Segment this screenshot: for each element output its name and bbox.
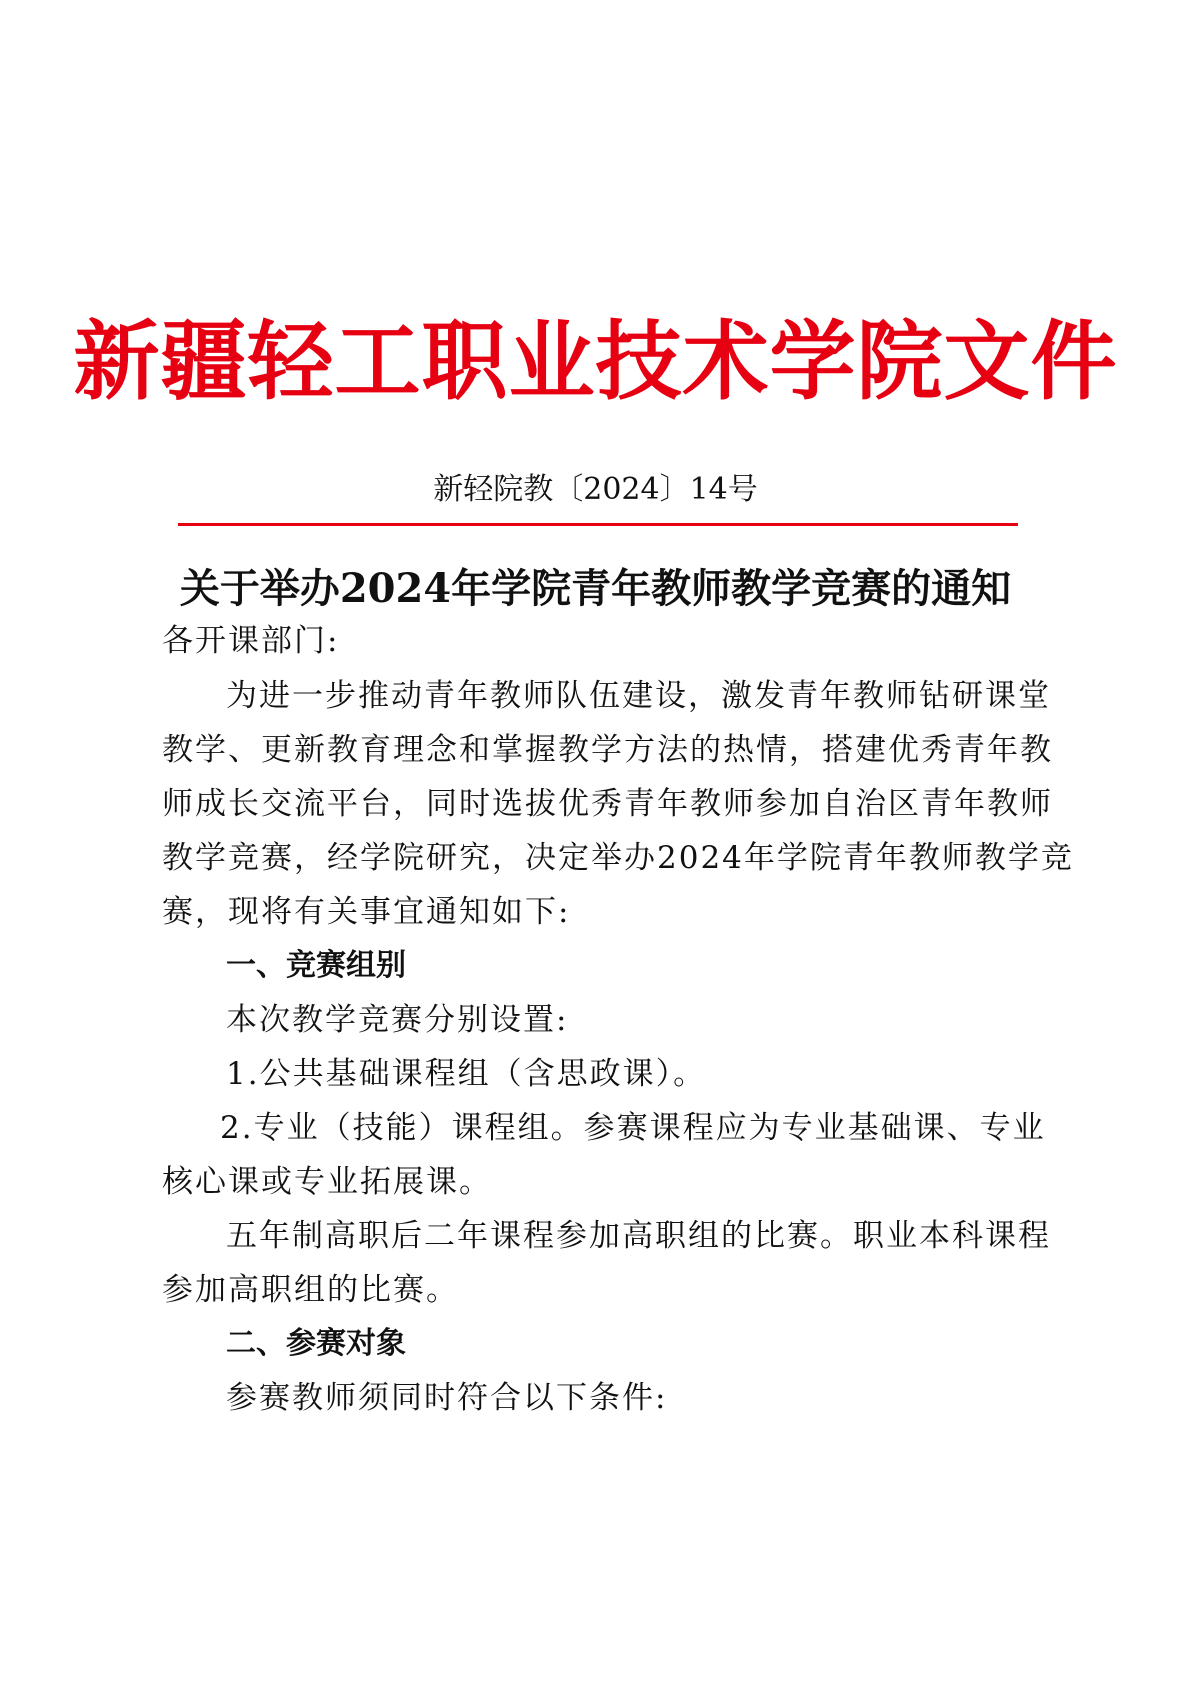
section-2-intro: 参赛教师须同时符合以下条件: <box>226 1380 668 1416</box>
document-number: 新轻院教〔2024〕14号 <box>433 472 758 507</box>
salutation: 各开课部门: <box>162 623 340 659</box>
section-1-heading: 一、竞赛组别 <box>226 948 406 983</box>
red-separator-line <box>178 523 1018 526</box>
section-1-note-line-2: 参加高职组的比赛。 <box>162 1272 459 1308</box>
section-1-intro: 本次教学竞赛分别设置: <box>226 1002 569 1038</box>
intro-line-5: 赛，现将有关事宜通知如下: <box>162 894 571 930</box>
intro-line-1: 为进一步推动青年教师队伍建设，激发青年教师钻研课堂 <box>226 678 1051 714</box>
section-1-item-2-line-1: 2.专业（技能）课程组。参赛课程应为专业基础课、专业 <box>220 1110 1046 1146</box>
org-header-title: 新疆轻工职业技术学院文件 <box>73 311 1118 412</box>
section-1-item-1: 1.公共基础课程组（含思政课）。 <box>226 1056 707 1092</box>
intro-line-3: 师成长交流平台，同时选拔优秀青年教师参加自治区青年教师 <box>162 786 1053 822</box>
notice-title: 关于举办2024年学院青年教师教学竞赛的通知 <box>179 565 1012 612</box>
section-2-heading: 二、参赛对象 <box>226 1326 406 1361</box>
intro-line-2: 教学、更新教育理念和掌握教学方法的热情，搭建优秀青年教 <box>162 732 1053 768</box>
intro-line-4: 教学竞赛，经学院研究，决定举办2024年学院青年教师教学竞 <box>162 840 1074 876</box>
section-1-note-line-1: 五年制高职后二年课程参加高职组的比赛。职业本科课程 <box>226 1218 1051 1254</box>
section-1-item-2-line-2: 核心课或专业拓展课。 <box>162 1164 492 1200</box>
